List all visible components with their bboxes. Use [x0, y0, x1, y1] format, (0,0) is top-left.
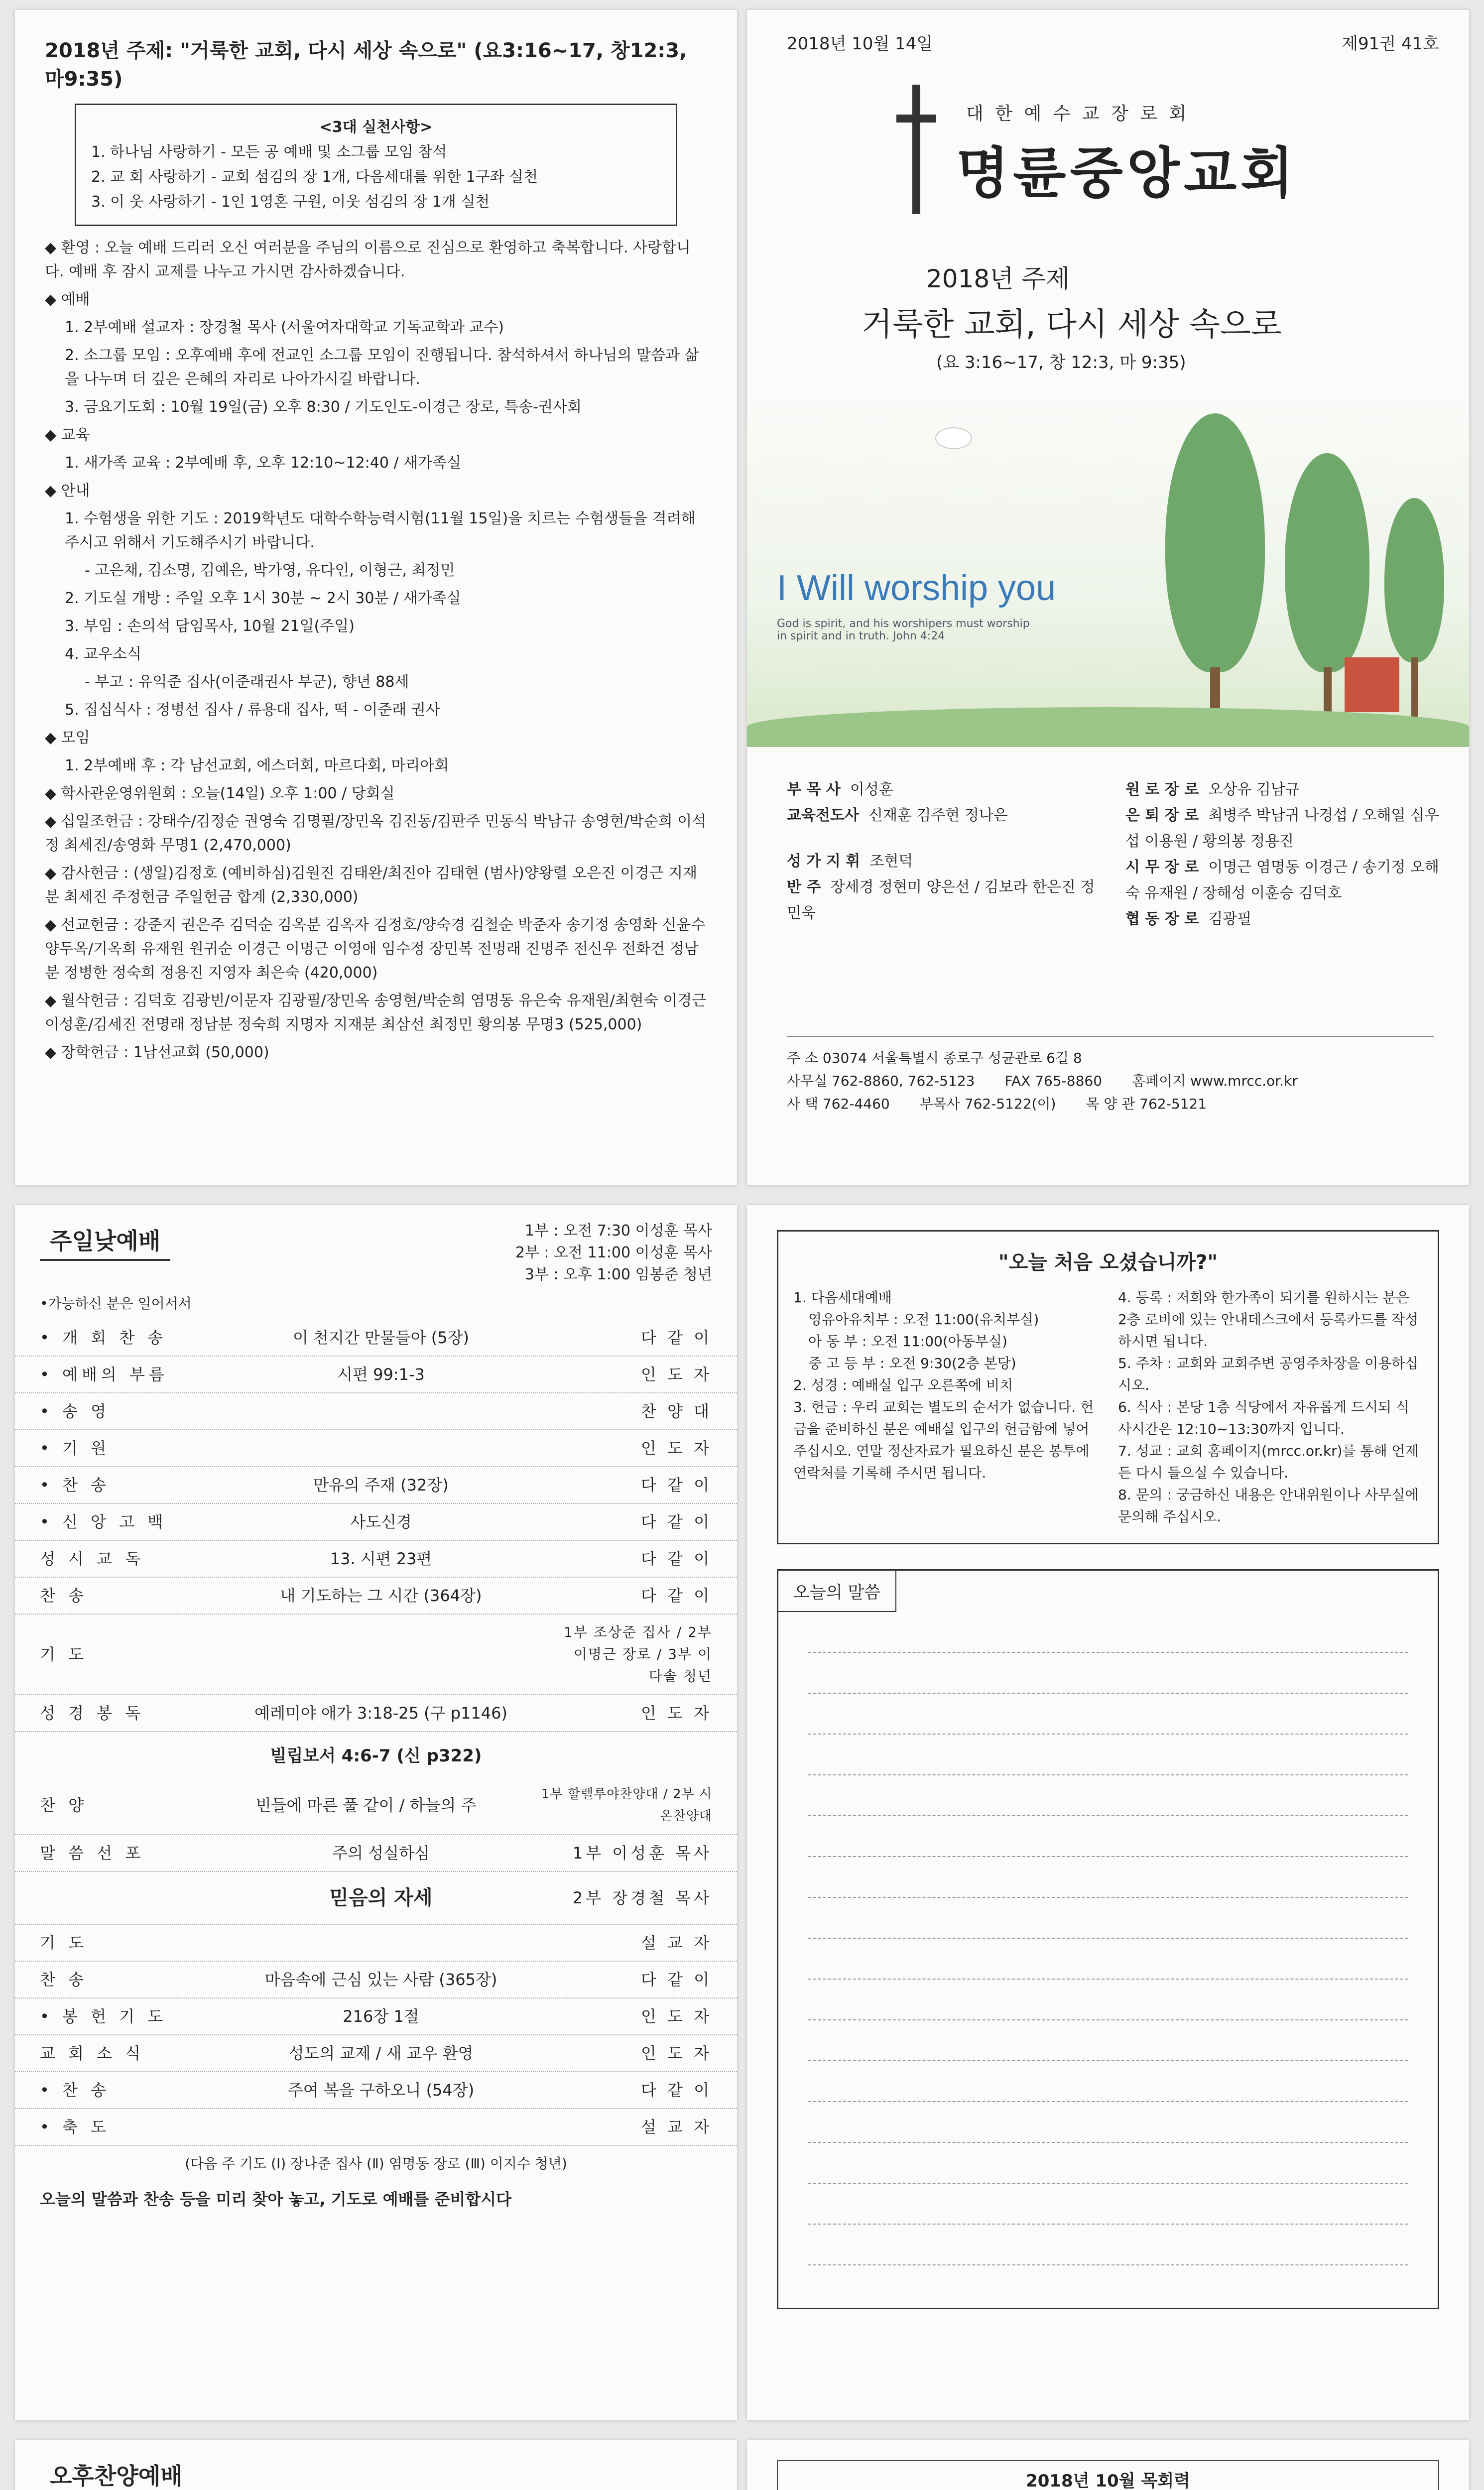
order-row: 찬 양 빈들에 마른 풀 같이 / 하늘의 주 1부 할렐루야찬양대 / 2부 시온찬양대 — [15, 1776, 737, 1835]
calendar-title: 2018년 10월 목회력 — [778, 2461, 1438, 2490]
dove-icon — [936, 428, 971, 448]
practice-box — [75, 104, 677, 226]
cross-logo — [896, 85, 936, 214]
pm-title: 오후찬양예배 — [40, 2455, 193, 2490]
announcement-item: 1. 새가족 교육 : 2부예배 후, 오후 12:10~12:40 / 새가족실 — [65, 454, 462, 472]
offering-list: ◆ 선교헌금 : 강준지 권은주 김덕순 김옥분 김옥자 김정호/양숙경 김철순 박준자 송기정 송영화 신윤수 양두옥/기옥희 유재원 원귀순 이경근 이명근 이영애 임수정 장민복 전명래 진명주 전신우 전화건 정남분 정병한 정숙희 정용진 지영자 최은숙 (420,000) — [45, 916, 706, 982]
order-row: 기 도 설 교 자 — [15, 1925, 737, 1962]
second-sermon-title: 믿음의 자세 — [329, 1886, 433, 1909]
welcome-left: 1. 다음세대예배 영유아유치부 : 오전 11:00(유치부실) 아 동 부 : 오전 11:00(아동부실) 중 고 등 부 : 오전 9:30(2층 본당) 2. 성경 : 예배실 입구 오른쪽에 비치 3. 헌금 : 우리 교회는 별도의 순서가 없습니다. 헌금을 준비하신 분은 예배실 입구의 헌금함에 넣어 주십시오. 연말 정산자료가 필요하신 분은 봉투에 연락처를 기록해 주시면 됩니다. — [793, 1289, 1094, 1481]
section-title: ◆ 모임 — [45, 729, 90, 747]
order-row: 성 경 봉 독 예레미야 애가 3:18-25 (구 p1146) 인 도 자 — [15, 1695, 737, 1732]
pastor-tel: 부목사 762-5122(이) — [919, 1096, 1056, 1112]
theme-refs: (요 3:16~17, 창 12:3, 마 9:35) — [936, 353, 1186, 373]
welcome-title: "오늘 처음 오셨습니까?" — [998, 1251, 1218, 1274]
order-row: 찬 송 마음속에 근심 있는 사람 (365장) 다 같 이 — [15, 1962, 737, 1998]
order-row: • 축 도 설 교 자 — [15, 2109, 737, 2146]
next-prayer: (다음 주 기도 (Ⅰ) 장나준 집사 (Ⅱ) 염명동 장로 (Ⅲ) 이지수 청년) — [185, 2155, 567, 2172]
second-reading: 빌립보서 4:6-7 (신 p322) — [270, 1746, 482, 1766]
welcome-notes-page — [747, 1205, 1469, 2420]
church-building-icon — [1345, 657, 1399, 712]
second-sermon-preacher: 2부 장경철 목사 — [572, 1888, 712, 1907]
order-row: • 기 원 인 도 자 — [15, 1430, 737, 1467]
practice-box-title: <3대 실천사항> — [319, 119, 433, 136]
cover-illustration — [747, 388, 1469, 747]
second-sermon-row — [15, 1872, 737, 1925]
practice-item: 2. 교 회 사랑하기 - 교회 섬김의 장 1개, 다음세대를 위한 1구좌 실천 — [91, 168, 538, 186]
welcome-text: ◆ 환영 : 오늘 예배 드리러 오신 여러분을 주님의 이름으로 진심으로 환영하고 축복합니다. 사랑합니다. 예배 후 잠시 교제를 나누고 가시면 감사하겠습니다. — [45, 239, 691, 280]
address: 주 소 03074 서울특별시 종로구 성균관로 6길 8 — [787, 1050, 1082, 1066]
contact-block — [787, 1036, 1434, 1116]
issue-number: 제91권 41호 — [1342, 34, 1439, 54]
order-row: • 예배의 부름 시편 99:1-3 인 도 자 — [15, 1357, 737, 1393]
order-row: 성 시 교 독 13. 시편 23편 다 같 이 — [15, 1541, 737, 1578]
announcement-item: 1. 2부예배 설교자 : 장경철 목사 (서울여자대학교 기독교학과 교수) — [65, 319, 504, 336]
order-row: 말 씀 선 포 주의 성실하심 1부 이성훈 목사 — [15, 1835, 737, 1872]
announcement-item: - 부고 : 유익준 집사(이준래권사 부군), 향년 88세 — [85, 673, 409, 691]
denomination: 대 한 예 수 교 장 로 회 — [966, 104, 1190, 124]
sunday-worship-page — [15, 1205, 737, 2420]
staff-right: 원 로 장 로 오상유 김남규 은 퇴 장 로 최병주 박남귀 나경섭 / 오해열 심우섭 이용원 / 황의봉 정용진 시 무 장 로 이명근 염명동 이경근 / 송기정 오해숙 유재원 / 장해성 이훈승 김덕호 협 동 장 로 김광필 — [1125, 781, 1439, 928]
announcement-item: 3. 부임 : 손의석 담임목사, 10월 21일(주일) — [65, 618, 355, 635]
theme-header: 2018년 주제: "거룩한 교회, 다시 세상 속으로" (요3:16~17, 창12:3, 마9:35) — [45, 39, 687, 91]
other-services-page — [15, 2440, 737, 2490]
worship-footer: 오늘의 말씀과 찬송 등을 미리 찾아 놓고, 기도로 예배를 준비합시다 — [40, 2190, 512, 2209]
order-row: 기 도 1부 조상준 집사 / 2부 이명근 장로 / 3부 이다솔 청년 — [15, 1615, 737, 1695]
worship-text: I Will worship you — [777, 568, 1056, 608]
offering-list: ◆ 장학헌금 : 1남선교회 (50,000) — [45, 1044, 269, 1061]
fax: FAX 765-8860 — [1004, 1073, 1103, 1089]
tree-icon — [1165, 413, 1265, 672]
announcement-item: 3. 금요기도회 : 10월 19일(금) 오후 8:30 / 기도인도-이경근 장로, 특송-권사회 — [65, 398, 582, 416]
tree-icon — [1285, 453, 1369, 672]
bulletin-date: 2018년 10월 14일 — [787, 34, 933, 54]
calendar-box — [777, 2460, 1439, 2490]
cover-page — [747, 10, 1469, 1185]
order-row: • 찬 송 만유의 주재 (32장) 다 같 이 — [15, 1467, 737, 1504]
order-row: • 신 앙 고 백 사도신경 다 같 이 — [15, 1504, 737, 1541]
edu-tel: 목 양 관 762-5121 — [1086, 1096, 1207, 1112]
welcome-right: 4. 등록 : 저희와 한가족이 되기를 원하시는 분은 2층 로비에 있는 안내데스크에서 등록카드를 작성하시면 됩니다. 5. 주차 : 교회와 교회주변 공영주차장을 이용하십시오. 6. 식사 : 본당 1층 식당에서 자유롭게 드시되 식사시간은 12:10~13:30까지 입니다. 7. 성교 : 교회 홈페이지(mrcc.or.kr)를 통해 언제든 다시 들으실 수 있습니다. 8. 문의 : 궁금하신 내용은 안내위원이나 사무실에 문의해 주십시오. — [1118, 1289, 1419, 1525]
practice-item: 1. 하나님 사랑하기 - 모든 공 예배 및 소그룹 모임 참석 — [91, 143, 447, 161]
announcement-page — [15, 10, 737, 1185]
section-title: ◆ 교육 — [45, 426, 90, 444]
standing-note: •가능하신 분은 일어서서 — [40, 1295, 192, 1312]
church-name: 명륜중앙교회 — [956, 141, 1298, 205]
notes-title: 오늘의 말씀 — [778, 1571, 896, 1612]
practice-item: 3. 이 웃 사랑하기 - 1인 1영혼 구원, 이웃 섬김의 장 1개 실천 — [91, 193, 490, 211]
order-row: • 개 회 찬 송 이 천지간 만물들아 (5장) 다 같 이 — [15, 1320, 737, 1357]
theme-title: 거룩한 교회, 다시 세상 속으로 — [862, 306, 1282, 343]
manse-tel: 사 택 762-4460 — [787, 1096, 890, 1112]
announcement-item: 1. 2부예배 후 : 각 남선교회, 에스더회, 마르다회, 마리아회 — [65, 757, 449, 774]
announcement-item: 2. 기도실 개방 : 주일 오후 1시 30분 ~ 2시 30분 / 새가족실 — [65, 590, 461, 607]
announcement-item: ◆ 학사관운영위원회 : 오늘(14일) 오후 1:00 / 당회실 — [45, 785, 395, 802]
office-tel: 사무실 762-8860, 762-5123 — [787, 1073, 975, 1089]
offering-list: ◆ 십일조헌금 : 강태수/김정순 권영숙 김명필/장민옥 김진동/김판주 민동식 박남규 송영현/박순희 이석정 최세진/송영화 무명1 (2,470,000) — [45, 813, 707, 854]
offering-list: ◆ 월삭헌금 : 김덕호 김광빈/이문자 김광필/장민옥 송영현/박순희 염명동 유은숙 유재원/최현숙 이경근 이성훈/김세진 전명래 정남분 정숙희 지명자 지재분 최삼선 최정민 황의봉 무명3 (525,000) — [45, 992, 707, 1033]
homepage: 홈페이지 www.mrcc.or.kr — [1132, 1073, 1298, 1089]
theme-year: 2018년 주제 — [926, 264, 1070, 293]
announcement-item: 1. 수험생을 위한 기도 : 2019학년도 대학수학능력시험(11월 15일)을 치르는 수험생들을 격려해주시고 위해서 기도해주시기 바랍니다. — [65, 510, 696, 551]
order-row: 찬 송 내 기도하는 그 시간 (364장) 다 같 이 — [15, 1578, 737, 1615]
staff-left: 부 목 사 이성훈 교육전도사 신재훈 김주현 정나은 성 가 지 휘 조현덕 반 주 장세경 정현미 양은선 / 김보라 한은진 정민욱 — [787, 781, 1095, 922]
service-times: 1부 : 오전 7:30 이성훈 목사 2부 : 오전 11:00 이성훈 목사 3부 : 오후 1:00 임봉준 청년 — [515, 1222, 712, 1283]
order-row: • 찬 송 주여 복을 구하오니 (54장) 다 같 이 — [15, 2072, 737, 2109]
announcement-item: 2. 소그룹 모임 : 오후예배 후에 전교인 소그룹 모임이 진행됩니다. 참석하셔서 하나님의 말씀과 삶을 나누며 더 깊은 은혜의 자리로 나아가시길 바랍니다. — [65, 347, 699, 388]
section-title: ◆ 예배 — [45, 291, 90, 308]
order-row: • 봉 헌 기 도 216장 1절 인 도 자 — [15, 1998, 737, 2035]
offering-list: ◆ 감사헌금 : (생일)김정호 (예비하심)김원진 김태완/최진아 김태현 (범사)양왕렬 오은진 이경근 지재분 최세진 주정헌금 주일헌금 합계 (2,330,000) — [45, 865, 698, 906]
worship-subtext: God is spirit, and his worshipers must worship in spirit and in truth. John 4:24 — [777, 618, 1030, 642]
announcement-item: 4. 교우소식 — [65, 645, 142, 663]
section-title: ◆ 안내 — [45, 482, 90, 499]
order-row: 교 회 소 식 성도의 교제 / 새 교우 환영 인 도 자 — [15, 2035, 737, 2072]
announcement-item: - 고은채, 김소명, 김예은, 박가영, 유다인, 이형근, 최정민 — [85, 562, 455, 579]
notes-box — [777, 1569, 1439, 2309]
announcement-item: 5. 집십식사 : 정병선 집사 / 류용대 집사, 떡 - 이준래 권사 — [65, 701, 440, 719]
order-row: • 송 영 찬 양 대 — [15, 1393, 737, 1430]
welcome-box — [777, 1230, 1439, 1544]
calendar-missions-page — [747, 2440, 1469, 2490]
service-title: 주일낮예배 — [40, 1220, 170, 1261]
tree-icon — [1384, 498, 1444, 662]
